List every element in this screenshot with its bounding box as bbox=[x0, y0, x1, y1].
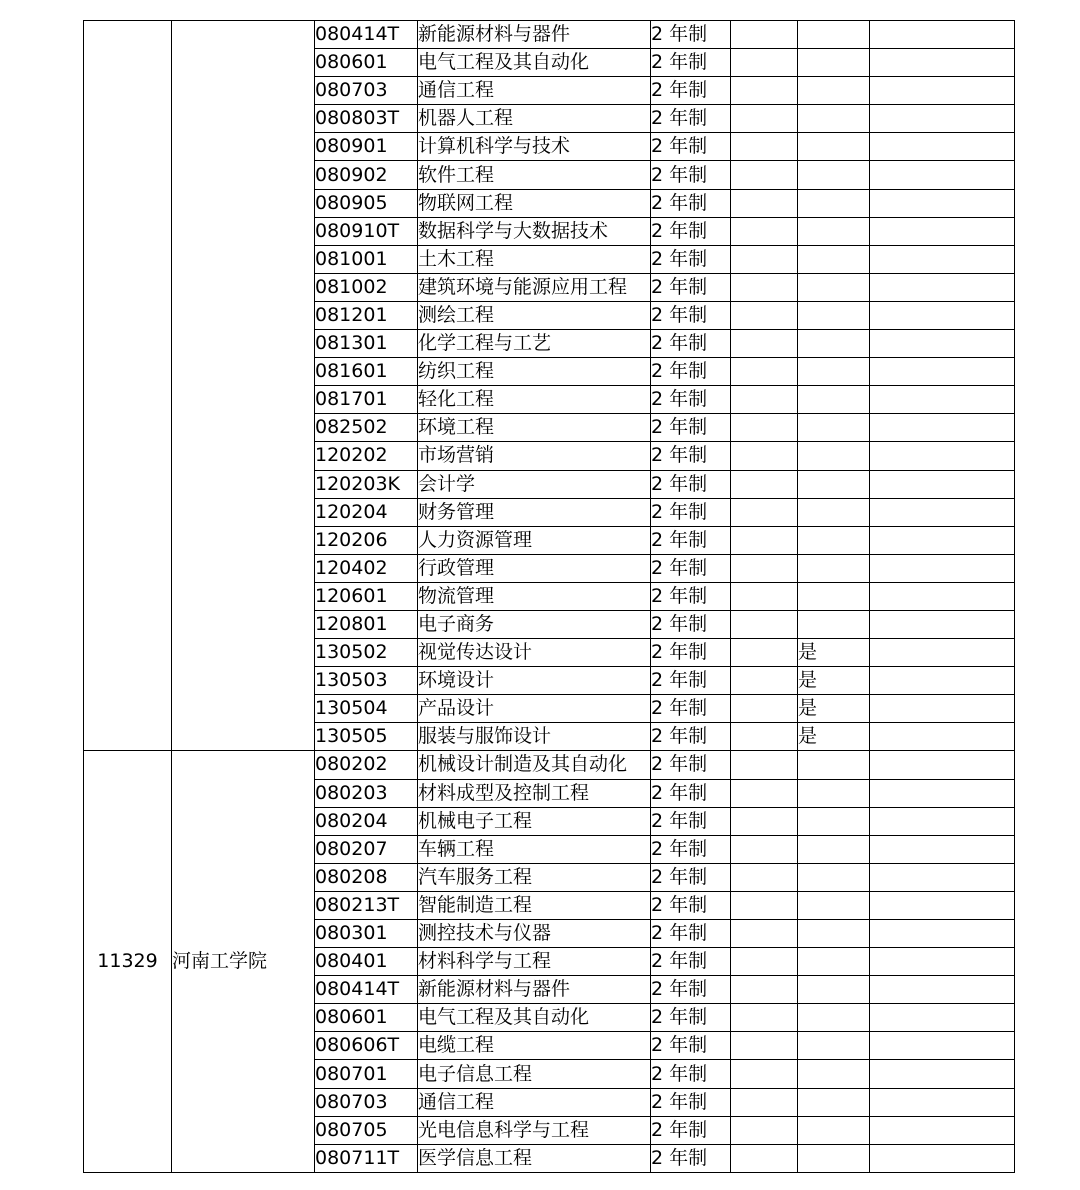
major-name-cell: 材料科学与工程 bbox=[418, 948, 651, 976]
major-code-cell: 080208 bbox=[315, 863, 418, 891]
duration-cell: 2 年制 bbox=[651, 948, 731, 976]
major-code-cell: 080703 bbox=[315, 1088, 418, 1116]
empty-cell bbox=[870, 1116, 1015, 1144]
university-code-cell: 11329 bbox=[84, 751, 172, 1172]
empty-cell bbox=[870, 330, 1015, 358]
major-name-cell: 机械电子工程 bbox=[418, 807, 651, 835]
major-code-cell: 081201 bbox=[315, 301, 418, 329]
duration-cell: 2 年制 bbox=[651, 1144, 731, 1172]
major-name-cell: 纺织工程 bbox=[418, 358, 651, 386]
duration-cell: 2 年制 bbox=[651, 554, 731, 582]
major-name-cell: 物联网工程 bbox=[418, 189, 651, 217]
empty-cell bbox=[870, 723, 1015, 751]
duration-cell: 2 年制 bbox=[651, 920, 731, 948]
duration-cell: 2 年制 bbox=[651, 358, 731, 386]
major-code-cell: 080203 bbox=[315, 779, 418, 807]
empty-cell bbox=[870, 695, 1015, 723]
major-code-cell: 120204 bbox=[315, 498, 418, 526]
major-name-cell: 测控技术与仪器 bbox=[418, 920, 651, 948]
empty-cell bbox=[731, 779, 798, 807]
empty-cell bbox=[870, 582, 1015, 610]
empty-cell bbox=[870, 807, 1015, 835]
major-code-cell: 080601 bbox=[315, 1004, 418, 1032]
major-code-cell: 130502 bbox=[315, 639, 418, 667]
flag-cell bbox=[798, 1032, 870, 1060]
empty-cell bbox=[870, 414, 1015, 442]
major-name-cell: 财务管理 bbox=[418, 498, 651, 526]
empty-cell bbox=[870, 554, 1015, 582]
flag-cell bbox=[798, 1004, 870, 1032]
major-code-cell: 130503 bbox=[315, 667, 418, 695]
empty-cell bbox=[731, 414, 798, 442]
major-name-cell: 土木工程 bbox=[418, 245, 651, 273]
university-name-cell bbox=[172, 21, 315, 751]
major-code-cell: 130504 bbox=[315, 695, 418, 723]
duration-cell: 2 年制 bbox=[651, 470, 731, 498]
empty-cell bbox=[731, 526, 798, 554]
major-code-cell: 080202 bbox=[315, 751, 418, 779]
empty-cell bbox=[731, 807, 798, 835]
flag-cell bbox=[798, 442, 870, 470]
empty-cell bbox=[731, 301, 798, 329]
duration-cell: 2 年制 bbox=[651, 1060, 731, 1088]
duration-cell: 2 年制 bbox=[651, 835, 731, 863]
duration-cell: 2 年制 bbox=[651, 891, 731, 919]
empty-cell bbox=[870, 498, 1015, 526]
major-name-cell: 机器人工程 bbox=[418, 105, 651, 133]
empty-cell bbox=[731, 863, 798, 891]
major-code-cell: 080703 bbox=[315, 77, 418, 105]
empty-cell bbox=[731, 976, 798, 1004]
empty-cell bbox=[731, 161, 798, 189]
empty-cell bbox=[870, 639, 1015, 667]
flag-cell bbox=[798, 161, 870, 189]
major-name-cell: 行政管理 bbox=[418, 554, 651, 582]
empty-cell bbox=[731, 610, 798, 638]
flag-cell bbox=[798, 920, 870, 948]
empty-cell bbox=[870, 301, 1015, 329]
duration-cell: 2 年制 bbox=[651, 1032, 731, 1060]
major-name-cell: 数据科学与大数据技术 bbox=[418, 217, 651, 245]
duration-cell: 2 年制 bbox=[651, 386, 731, 414]
empty-cell bbox=[870, 948, 1015, 976]
major-code-cell: 080701 bbox=[315, 1060, 418, 1088]
flag-cell bbox=[798, 976, 870, 1004]
duration-cell: 2 年制 bbox=[651, 976, 731, 1004]
empty-cell bbox=[870, 1032, 1015, 1060]
duration-cell: 2 年制 bbox=[651, 807, 731, 835]
empty-cell bbox=[731, 189, 798, 217]
duration-cell: 2 年制 bbox=[651, 105, 731, 133]
major-name-cell: 计算机科学与技术 bbox=[418, 133, 651, 161]
flag-cell bbox=[798, 891, 870, 919]
flag-cell: 是 bbox=[798, 723, 870, 751]
empty-cell bbox=[731, 554, 798, 582]
empty-cell bbox=[870, 470, 1015, 498]
empty-cell bbox=[731, 273, 798, 301]
major-code-cell: 080401 bbox=[315, 948, 418, 976]
duration-cell: 2 年制 bbox=[651, 301, 731, 329]
empty-cell bbox=[731, 105, 798, 133]
major-code-cell: 080301 bbox=[315, 920, 418, 948]
major-code-cell: 120601 bbox=[315, 582, 418, 610]
empty-cell bbox=[731, 723, 798, 751]
flag-cell bbox=[798, 301, 870, 329]
empty-cell bbox=[870, 1144, 1015, 1172]
major-code-cell: 080901 bbox=[315, 133, 418, 161]
major-name-cell: 产品设计 bbox=[418, 695, 651, 723]
empty-cell bbox=[870, 667, 1015, 695]
empty-cell bbox=[870, 920, 1015, 948]
empty-cell bbox=[731, 21, 798, 49]
flag-cell bbox=[798, 1116, 870, 1144]
empty-cell bbox=[731, 1088, 798, 1116]
empty-cell bbox=[870, 751, 1015, 779]
empty-cell bbox=[731, 1032, 798, 1060]
duration-cell: 2 年制 bbox=[651, 49, 731, 77]
empty-cell bbox=[731, 695, 798, 723]
empty-cell bbox=[870, 835, 1015, 863]
flag-cell bbox=[798, 330, 870, 358]
flag-cell bbox=[798, 751, 870, 779]
flag-cell: 是 bbox=[798, 695, 870, 723]
major-name-cell: 化学工程与工艺 bbox=[418, 330, 651, 358]
empty-cell bbox=[870, 21, 1015, 49]
major-name-cell: 电缆工程 bbox=[418, 1032, 651, 1060]
duration-cell: 2 年制 bbox=[651, 161, 731, 189]
duration-cell: 2 年制 bbox=[651, 245, 731, 273]
flag-cell bbox=[798, 133, 870, 161]
major-code-cell: 080905 bbox=[315, 189, 418, 217]
major-name-cell: 建筑环境与能源应用工程 bbox=[418, 273, 651, 301]
duration-cell: 2 年制 bbox=[651, 1004, 731, 1032]
flag-cell bbox=[798, 189, 870, 217]
duration-cell: 2 年制 bbox=[651, 526, 731, 554]
empty-cell bbox=[870, 49, 1015, 77]
major-name-cell: 会计学 bbox=[418, 470, 651, 498]
major-name-cell: 智能制造工程 bbox=[418, 891, 651, 919]
major-name-cell: 服装与服饰设计 bbox=[418, 723, 651, 751]
flag-cell bbox=[798, 77, 870, 105]
program-table-body bbox=[84, 21, 1015, 1173]
empty-cell bbox=[870, 189, 1015, 217]
empty-cell bbox=[731, 1004, 798, 1032]
major-code-cell: 081601 bbox=[315, 358, 418, 386]
major-name-cell: 软件工程 bbox=[418, 161, 651, 189]
major-name-cell: 机械设计制造及其自动化 bbox=[418, 751, 651, 779]
flag-cell bbox=[798, 49, 870, 77]
duration-cell: 2 年制 bbox=[651, 189, 731, 217]
major-code-cell: 080803T bbox=[315, 105, 418, 133]
duration-cell: 2 年制 bbox=[651, 863, 731, 891]
major-code-cell: 080414T bbox=[315, 976, 418, 1004]
major-code-cell: 120203K bbox=[315, 470, 418, 498]
flag-cell bbox=[798, 526, 870, 554]
empty-cell bbox=[731, 835, 798, 863]
empty-cell bbox=[731, 1116, 798, 1144]
major-code-cell: 082502 bbox=[315, 414, 418, 442]
empty-cell bbox=[731, 891, 798, 919]
major-name-cell: 轻化工程 bbox=[418, 386, 651, 414]
flag-cell bbox=[798, 1088, 870, 1116]
program-table bbox=[83, 20, 1015, 1173]
empty-cell bbox=[870, 779, 1015, 807]
empty-cell bbox=[870, 610, 1015, 638]
major-code-cell: 080902 bbox=[315, 161, 418, 189]
empty-cell bbox=[731, 133, 798, 161]
major-code-cell: 120402 bbox=[315, 554, 418, 582]
major-code-cell: 080711T bbox=[315, 1144, 418, 1172]
major-code-cell: 081301 bbox=[315, 330, 418, 358]
flag-cell bbox=[798, 554, 870, 582]
major-code-cell: 130505 bbox=[315, 723, 418, 751]
duration-cell: 2 年制 bbox=[651, 1116, 731, 1144]
duration-cell: 2 年制 bbox=[651, 779, 731, 807]
major-name-cell: 视觉传达设计 bbox=[418, 639, 651, 667]
major-name-cell: 人力资源管理 bbox=[418, 526, 651, 554]
empty-cell bbox=[731, 498, 798, 526]
flag-cell bbox=[798, 863, 870, 891]
empty-cell bbox=[870, 1004, 1015, 1032]
flag-cell bbox=[798, 807, 870, 835]
empty-cell bbox=[870, 891, 1015, 919]
empty-cell bbox=[870, 77, 1015, 105]
major-name-cell: 汽车服务工程 bbox=[418, 863, 651, 891]
flag-cell bbox=[798, 948, 870, 976]
major-code-cell: 081701 bbox=[315, 386, 418, 414]
major-code-cell: 080207 bbox=[315, 835, 418, 863]
major-name-cell: 新能源材料与器件 bbox=[418, 976, 651, 1004]
major-code-cell: 081001 bbox=[315, 245, 418, 273]
empty-cell bbox=[731, 442, 798, 470]
empty-cell bbox=[870, 1088, 1015, 1116]
duration-cell: 2 年制 bbox=[651, 273, 731, 301]
flag-cell: 是 bbox=[798, 639, 870, 667]
major-code-cell: 120801 bbox=[315, 610, 418, 638]
empty-cell bbox=[731, 948, 798, 976]
major-code-cell: 080910T bbox=[315, 217, 418, 245]
flag-cell: 是 bbox=[798, 667, 870, 695]
major-name-cell: 电子信息工程 bbox=[418, 1060, 651, 1088]
empty-cell bbox=[870, 976, 1015, 1004]
empty-cell bbox=[870, 386, 1015, 414]
empty-cell bbox=[731, 330, 798, 358]
duration-cell: 2 年制 bbox=[651, 695, 731, 723]
flag-cell bbox=[798, 1144, 870, 1172]
major-name-cell: 电气工程及其自动化 bbox=[418, 1004, 651, 1032]
university-code-cell bbox=[84, 21, 172, 751]
major-name-cell: 通信工程 bbox=[418, 1088, 651, 1116]
duration-cell: 2 年制 bbox=[651, 414, 731, 442]
major-name-cell: 环境工程 bbox=[418, 414, 651, 442]
empty-cell bbox=[870, 863, 1015, 891]
major-name-cell: 电气工程及其自动化 bbox=[418, 49, 651, 77]
empty-cell bbox=[731, 920, 798, 948]
flag-cell bbox=[798, 1060, 870, 1088]
major-code-cell: 080601 bbox=[315, 49, 418, 77]
flag-cell bbox=[798, 273, 870, 301]
flag-cell bbox=[798, 386, 870, 414]
flag-cell bbox=[798, 245, 870, 273]
empty-cell bbox=[731, 751, 798, 779]
empty-cell bbox=[731, 386, 798, 414]
empty-cell bbox=[731, 358, 798, 386]
empty-cell bbox=[870, 358, 1015, 386]
major-code-cell: 081002 bbox=[315, 273, 418, 301]
flag-cell bbox=[798, 470, 870, 498]
duration-cell: 2 年制 bbox=[651, 667, 731, 695]
duration-cell: 2 年制 bbox=[651, 723, 731, 751]
major-code-cell: 120202 bbox=[315, 442, 418, 470]
major-name-cell: 材料成型及控制工程 bbox=[418, 779, 651, 807]
duration-cell: 2 年制 bbox=[651, 498, 731, 526]
empty-cell bbox=[731, 245, 798, 273]
duration-cell: 2 年制 bbox=[651, 1088, 731, 1116]
duration-cell: 2 年制 bbox=[651, 639, 731, 667]
major-code-cell: 080213T bbox=[315, 891, 418, 919]
flag-cell bbox=[798, 582, 870, 610]
major-code-cell: 080606T bbox=[315, 1032, 418, 1060]
empty-cell bbox=[731, 582, 798, 610]
flag-cell bbox=[798, 105, 870, 133]
empty-cell bbox=[731, 470, 798, 498]
duration-cell: 2 年制 bbox=[651, 582, 731, 610]
duration-cell: 2 年制 bbox=[651, 133, 731, 161]
flag-cell bbox=[798, 779, 870, 807]
empty-cell bbox=[870, 442, 1015, 470]
major-code-cell: 120206 bbox=[315, 526, 418, 554]
major-name-cell: 车辆工程 bbox=[418, 835, 651, 863]
empty-cell bbox=[870, 105, 1015, 133]
empty-cell bbox=[870, 133, 1015, 161]
major-name-cell: 市场营销 bbox=[418, 442, 651, 470]
major-name-cell: 电子商务 bbox=[418, 610, 651, 638]
table-row bbox=[84, 751, 1015, 779]
empty-cell bbox=[731, 217, 798, 245]
table-row bbox=[84, 21, 1015, 49]
major-name-cell: 测绘工程 bbox=[418, 301, 651, 329]
duration-cell: 2 年制 bbox=[651, 77, 731, 105]
flag-cell bbox=[798, 414, 870, 442]
duration-cell: 2 年制 bbox=[651, 21, 731, 49]
major-name-cell: 新能源材料与器件 bbox=[418, 21, 651, 49]
major-name-cell: 通信工程 bbox=[418, 77, 651, 105]
major-name-cell: 环境设计 bbox=[418, 667, 651, 695]
empty-cell bbox=[731, 77, 798, 105]
empty-cell bbox=[870, 217, 1015, 245]
empty-cell bbox=[731, 1060, 798, 1088]
flag-cell bbox=[798, 21, 870, 49]
empty-cell bbox=[870, 245, 1015, 273]
empty-cell bbox=[731, 49, 798, 77]
major-code-cell: 080414T bbox=[315, 21, 418, 49]
major-name-cell: 物流管理 bbox=[418, 582, 651, 610]
major-name-cell: 医学信息工程 bbox=[418, 1144, 651, 1172]
empty-cell bbox=[731, 639, 798, 667]
empty-cell bbox=[870, 273, 1015, 301]
empty-cell bbox=[731, 667, 798, 695]
duration-cell: 2 年制 bbox=[651, 217, 731, 245]
duration-cell: 2 年制 bbox=[651, 751, 731, 779]
flag-cell bbox=[798, 835, 870, 863]
duration-cell: 2 年制 bbox=[651, 330, 731, 358]
flag-cell bbox=[798, 498, 870, 526]
empty-cell bbox=[870, 526, 1015, 554]
major-code-cell: 080204 bbox=[315, 807, 418, 835]
empty-cell bbox=[870, 1060, 1015, 1088]
empty-cell bbox=[731, 1144, 798, 1172]
flag-cell bbox=[798, 610, 870, 638]
empty-cell bbox=[870, 161, 1015, 189]
major-name-cell: 光电信息科学与工程 bbox=[418, 1116, 651, 1144]
duration-cell: 2 年制 bbox=[651, 442, 731, 470]
duration-cell: 2 年制 bbox=[651, 610, 731, 638]
flag-cell bbox=[798, 217, 870, 245]
university-name-cell: 河南工学院 bbox=[172, 751, 315, 1172]
major-code-cell: 080705 bbox=[315, 1116, 418, 1144]
flag-cell bbox=[798, 358, 870, 386]
